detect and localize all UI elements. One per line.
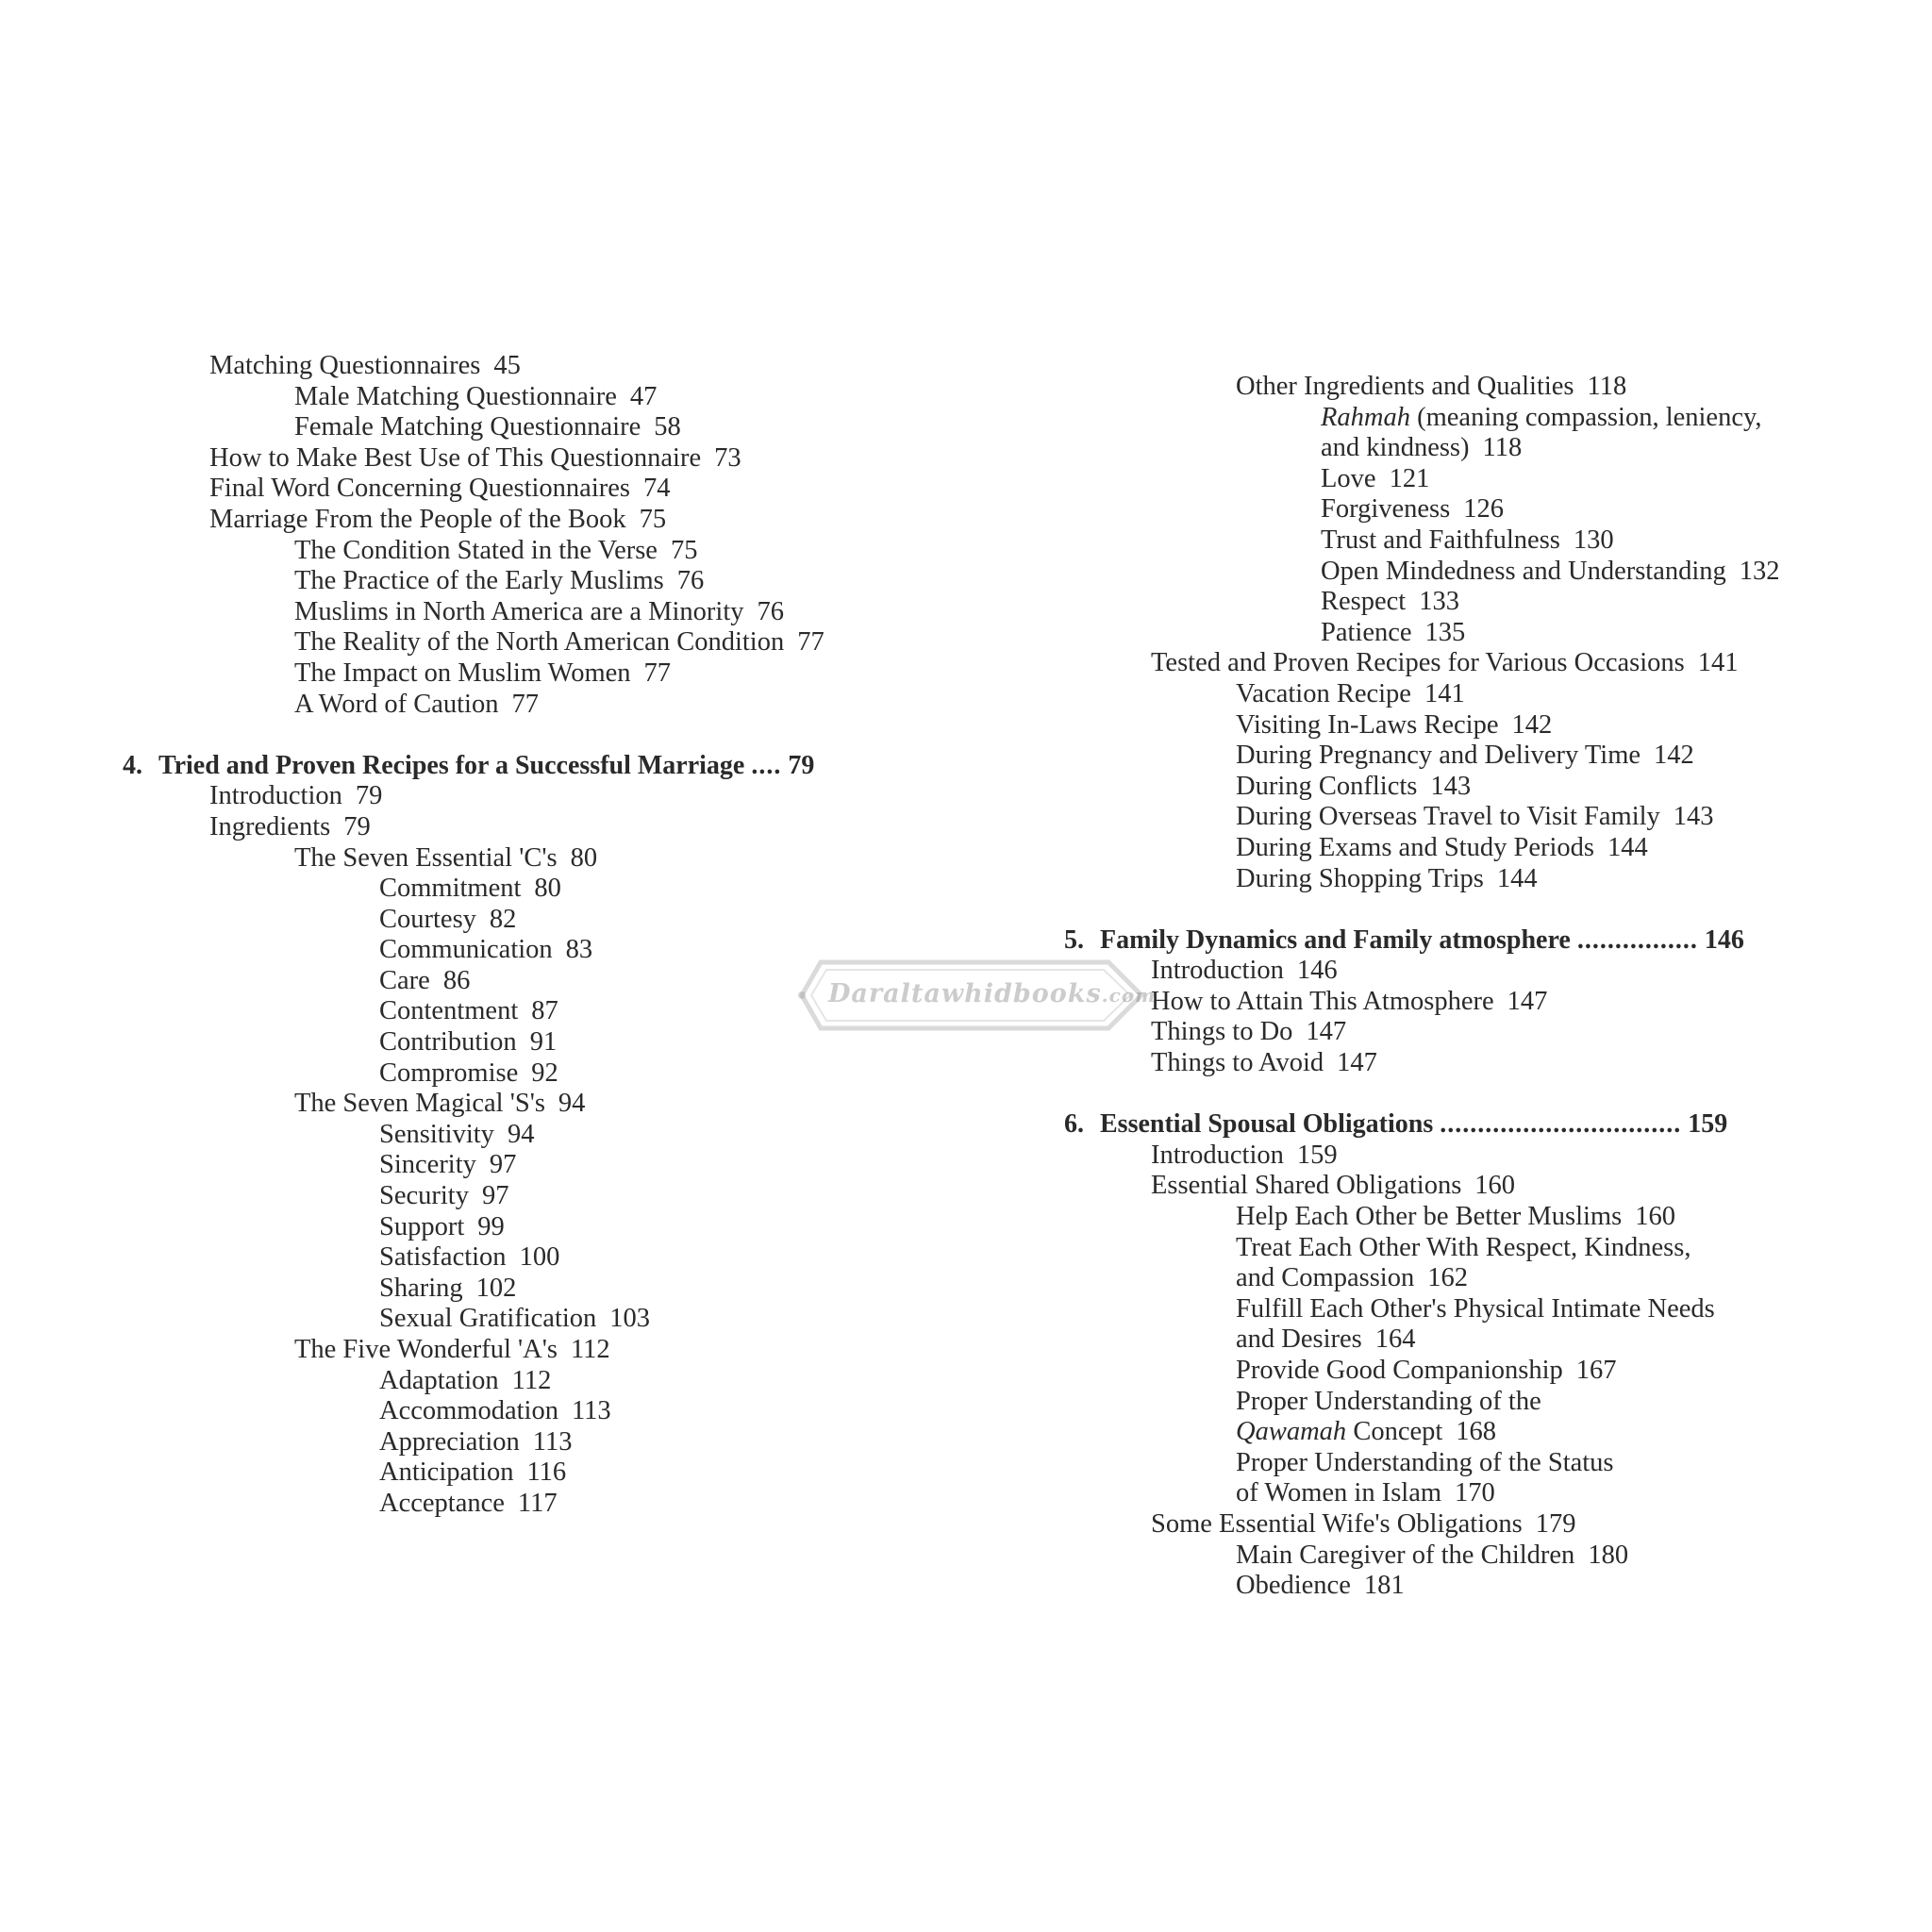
toc-page-number: 103 (609, 1304, 651, 1334)
toc-page-number: 164 (1374, 1324, 1416, 1355)
toc-page-number: 76 (676, 566, 705, 596)
chapter-number: 4. (123, 750, 142, 780)
toc-entry-italic: Qawamah (1236, 1417, 1347, 1447)
toc-entry (123, 536, 915, 567)
toc-right-column (1064, 372, 1894, 1602)
toc-page-number: 79 (343, 811, 371, 841)
toc-entry (123, 627, 915, 658)
toc-entry-title: Male Matching Questionnaire (294, 381, 617, 411)
toc-page-number: 130 (1573, 525, 1614, 555)
toc-entry-title: Concept (1346, 1417, 1443, 1447)
toc-page-number: 143 (1430, 771, 1472, 801)
toc-page-number: 47 (629, 381, 658, 411)
toc-entry (1064, 1294, 1894, 1325)
toc-entry (123, 474, 915, 505)
toc-entry (1064, 1356, 1894, 1387)
toc-entry (1064, 772, 1894, 803)
toc-chapter-entry (123, 751, 915, 782)
toc-entry (1064, 618, 1894, 649)
toc-page-number: 160 (1474, 1171, 1516, 1201)
toc-entry-title: The Impact on Muslim Women (294, 658, 631, 688)
toc-entry (1064, 1417, 1894, 1448)
toc-page-number: 146 (1704, 924, 1744, 955)
toc-entry-title: Essential Spousal Obligations (1100, 1109, 1434, 1140)
toc-page-number: 159 (1688, 1109, 1728, 1140)
toc-page-number: 144 (1496, 863, 1538, 893)
toc-entry-title: and kindness) (1321, 433, 1470, 463)
watermark-text: Daraltawhidbooks.com (828, 979, 1157, 1008)
toc-entry-title: Vacation Recipe (1236, 678, 1411, 708)
toc-page-number: 141 (1424, 678, 1465, 708)
toc-entry (1064, 372, 1894, 403)
toc-entry-title: Muslims in North America are a Minority (294, 596, 744, 626)
toc-entry-title: and Compassion (1236, 1263, 1415, 1293)
chapter-number: 5. (1064, 924, 1084, 955)
toc-page-number: 100 (519, 1242, 560, 1273)
chapter-number: 6. (1064, 1109, 1084, 1140)
toc-entry (1064, 1387, 1894, 1418)
toc-entry-title: During Pregnancy and Delivery Time (1236, 741, 1641, 771)
toc-entry (1064, 864, 1894, 895)
toc-entry-title: Sincerity (379, 1150, 476, 1180)
toc-page-number: 99 (477, 1211, 505, 1241)
toc-entry-title: Contentment (379, 996, 519, 1026)
toc-page-number: 162 (1427, 1263, 1468, 1293)
toc-entry-title: Visiting In-Laws Recipe (1236, 709, 1499, 740)
toc-page-number: 132 (1739, 556, 1780, 586)
toc-entry-title: Contribution (379, 1027, 517, 1058)
toc-entry-title: Accommodation (379, 1396, 558, 1426)
toc-page-number: 181 (1363, 1571, 1405, 1601)
toc-entry-title: Help Each Other be Better Muslims (1236, 1202, 1623, 1232)
toc-page-number: 147 (1306, 1017, 1347, 1047)
toc-entry-title: How to Attain This Atmosphere (1151, 986, 1494, 1016)
toc-entry (123, 905, 915, 936)
toc-entry (1064, 494, 1894, 525)
toc-entry-title: Obedience (1236, 1571, 1351, 1601)
toc-entry (123, 1089, 915, 1120)
toc-entry-title: Final Word Concerning Questionnaires (209, 474, 630, 504)
toc-entry-title: Introduction (1151, 1140, 1284, 1170)
toc-entry-title: The Condition Stated in the Verse (294, 535, 658, 565)
toc-page-number: 180 (1588, 1540, 1629, 1570)
toc-entry-title: Open Mindedness and Understanding (1321, 556, 1726, 586)
toc-page-number: 168 (1456, 1417, 1497, 1447)
toc-spacer (1064, 894, 1894, 925)
toc-entry (123, 1120, 915, 1151)
toc-chapter-entry (1064, 1109, 1894, 1141)
toc-entry-title: Female Matching Questionnaire (294, 412, 641, 442)
toc-entry-title: Tried and Proven Recipes for a Successful Marriage (158, 750, 745, 780)
toc-entry (1064, 1017, 1894, 1048)
toc-page-number: 133 (1419, 587, 1459, 617)
toc-entry (1064, 1141, 1894, 1172)
toc-entry-title: Sensitivity (379, 1119, 494, 1149)
toc-entry-title: Proper Understanding of the (1236, 1386, 1541, 1416)
toc-entry-title: The Seven Magical 'S's (294, 1089, 545, 1119)
toc-page-number: 75 (670, 535, 698, 565)
toc-entry-title: Fulfill Each Other's Physical Intimate Needs (1236, 1293, 1715, 1324)
toc-page-number: 117 (517, 1488, 558, 1518)
toc-entry-title: A Word of Caution (294, 689, 499, 719)
toc-entry (1064, 1263, 1894, 1294)
toc-entry (123, 382, 915, 413)
toc-entry (123, 1304, 915, 1335)
toc-page-number: 86 (442, 965, 471, 995)
toc-entry (1064, 587, 1894, 618)
toc-entry (123, 1489, 915, 1520)
toc-page-number: 77 (797, 627, 824, 658)
toc-entry-title: During Shopping Trips (1236, 863, 1484, 893)
toc-page-number: 121 (1389, 463, 1430, 493)
toc-entry-title: of Women in Islam (1236, 1478, 1442, 1508)
toc-page-number: 97 (489, 1150, 517, 1180)
toc-entry-title: Compromise (379, 1058, 519, 1088)
toc-entry-title: Forgiveness (1321, 494, 1451, 525)
toc-entry-title: Ingredients (209, 811, 331, 841)
toc-entry (123, 1366, 915, 1397)
toc-leader-dots: .... (751, 750, 782, 780)
toc-page-number: 141 (1697, 648, 1739, 678)
toc-page-number: 79 (355, 781, 383, 811)
toc-entry (123, 843, 915, 874)
toc-entry-title: Love (1321, 463, 1376, 493)
toc-entry-title: During Conflicts (1236, 771, 1418, 801)
toc-page-number: 91 (529, 1027, 558, 1058)
toc-page-number: 147 (1507, 986, 1548, 1016)
toc-entry (1064, 956, 1894, 987)
toc-entry (1064, 1233, 1894, 1264)
toc-entry (1064, 433, 1894, 464)
toc-entry-title: Introduction (209, 781, 342, 811)
toc-page-number: 113 (532, 1426, 573, 1457)
toc-page-number: 80 (534, 874, 561, 904)
toc-entry (1064, 833, 1894, 864)
toc-spacer (1064, 1079, 1894, 1110)
toc-page-number: 58 (654, 412, 681, 442)
toc-entry-title: Support (379, 1211, 465, 1241)
toc-entry (123, 690, 915, 721)
toc-spacer (123, 720, 915, 751)
toc-entry-title: Satisfaction (379, 1242, 507, 1273)
toc-entry (1064, 1171, 1894, 1202)
toc-entry-title: Things to Avoid (1151, 1048, 1324, 1078)
toc-entry (1064, 557, 1894, 588)
toc-entry-title: Security (379, 1181, 469, 1211)
toc-entry-title: Communication (379, 935, 553, 965)
toc-page-number: 74 (642, 474, 671, 504)
toc-entry-title: The Practice of the Early Muslims (294, 566, 664, 596)
toc-page-number: 77 (511, 689, 539, 719)
toc-entry-title: Family Dynamics and Family atmosphere (1100, 924, 1571, 955)
toc-page-number: 142 (1511, 709, 1553, 740)
toc-entry-title: Matching Questionnaires (209, 351, 481, 380)
toc-entry-title: Introduction (1151, 956, 1284, 986)
toc-page-number: 144 (1607, 832, 1648, 862)
toc-entry-italic: Rahmah (1321, 402, 1410, 432)
toc-entry-title: Care (379, 965, 430, 995)
toc-entry-title: Things to Do (1151, 1017, 1293, 1047)
toc-entry-title: Respect (1321, 587, 1407, 617)
toc-entry (1064, 710, 1894, 741)
toc-entry-title: Acceptance (379, 1488, 505, 1518)
toc-entry-title: The Seven Essential 'C's (294, 842, 558, 873)
toc-entry-title: Marriage From the People of the Book (209, 504, 626, 534)
toc-page-number: 159 (1296, 1140, 1338, 1170)
toc-leader-dots: ................ (1576, 924, 1698, 955)
toc-page-number: 102 (475, 1273, 517, 1303)
toc-page-number: 97 (481, 1181, 509, 1211)
toc-page-number: 118 (1587, 372, 1627, 401)
toc-entry (1064, 1202, 1894, 1233)
toc-entry (123, 443, 915, 475)
toc-left-column (123, 351, 915, 1520)
toc-page-number: 112 (511, 1365, 552, 1395)
toc-entry (123, 1242, 915, 1274)
toc-entry (123, 1396, 915, 1427)
toc-entry-title: The Reality of the North American Condition (294, 627, 785, 658)
toc-leader-dots: ................................ (1440, 1109, 1682, 1140)
toc-entry-title: Sharing (379, 1273, 463, 1303)
toc-page-number: 142 (1654, 741, 1694, 771)
toc-page-number: 94 (558, 1089, 586, 1119)
toc-page-number: 77 (643, 658, 672, 688)
toc-page-number: 112 (570, 1335, 610, 1364)
toc-entry (1064, 648, 1894, 679)
toc-page-number: 79 (788, 750, 815, 780)
toc-entry-title: Other Ingredients and Qualities (1236, 372, 1574, 401)
toc-entry-title: Appreciation (379, 1426, 520, 1457)
toc-page-number: 92 (531, 1058, 558, 1088)
toc-entry (1064, 1478, 1894, 1509)
toc-page-number: 147 (1337, 1048, 1377, 1078)
toc-entry-title: Proper Understanding of the Status (1236, 1447, 1614, 1477)
toc-entry-title: The Five Wonderful 'A's (294, 1335, 558, 1364)
toc-entry (123, 874, 915, 905)
toc-entry (123, 412, 915, 443)
toc-entry (123, 1457, 915, 1489)
toc-entry-title: Patience (1321, 617, 1412, 647)
toc-page-number: 143 (1673, 802, 1714, 832)
toc-page-number: 45 (493, 351, 521, 380)
toc-page-number: 83 (565, 935, 593, 965)
toc-entry-title: Sexual Gratification (379, 1304, 597, 1334)
toc-page-number: 116 (526, 1457, 567, 1488)
toc-page-number: 87 (531, 996, 558, 1026)
toc-page-number: 160 (1635, 1202, 1675, 1232)
toc-page-number: 82 (489, 904, 517, 934)
toc-entry (123, 1427, 915, 1458)
toc-entry (1064, 403, 1894, 434)
toc-entry (1064, 1048, 1894, 1079)
toc-page-number: 113 (571, 1396, 611, 1426)
watermark-logo (783, 953, 1160, 1038)
toc-page-number: 80 (570, 842, 598, 873)
toc-entry (1064, 1571, 1894, 1602)
toc-entry (123, 1150, 915, 1181)
toc-entry-title: During Overseas Travel to Visit Family (1236, 802, 1660, 832)
toc-entry-title: Courtesy (379, 904, 476, 934)
toc-entry (1064, 1448, 1894, 1479)
toc-entry-title: Treat Each Other With Respect, Kindness, (1236, 1232, 1691, 1262)
toc-entry (1064, 464, 1894, 495)
toc-entry-title: and Desires (1236, 1324, 1362, 1355)
toc-entry (123, 566, 915, 597)
toc-entry-title: During Exams and Study Periods (1236, 832, 1594, 862)
toc-entry (1064, 679, 1894, 710)
toc-entry (1064, 741, 1894, 772)
toc-page-number: 94 (507, 1119, 535, 1149)
toc-entry-title: Tested and Proven Recipes for Various Occasions (1151, 648, 1685, 678)
toc-entry (123, 1212, 915, 1243)
toc-entry-title: Provide Good Companionship (1236, 1356, 1563, 1385)
toc-page-number: 167 (1575, 1356, 1617, 1385)
toc-entry (123, 351, 915, 382)
toc-entry (123, 1335, 915, 1366)
toc-page-number: 73 (714, 442, 741, 473)
toc-entry-title: Anticipation (379, 1457, 514, 1488)
toc-page-number: 118 (1482, 433, 1523, 463)
toc-page-number: 179 (1535, 1508, 1576, 1539)
toc-entry-title: Essential Shared Obligations (1151, 1171, 1462, 1201)
toc-entry (123, 812, 915, 843)
toc-entry (1064, 1509, 1894, 1541)
toc-entry-title: How to Make Best Use of This Questionnaire (209, 442, 702, 473)
toc-entry-title: Main Caregiver of the Children (1236, 1540, 1575, 1570)
toc-entry (123, 597, 915, 628)
toc-entry (1064, 1541, 1894, 1572)
toc-entry (1064, 1324, 1894, 1356)
toc-entry-title: (meaning compassion, leniency, (1410, 402, 1762, 432)
toc-entry (123, 781, 915, 812)
toc-entry (123, 505, 915, 536)
toc-entry (123, 1274, 915, 1305)
toc-entry (123, 658, 915, 690)
toc-entry (123, 1058, 915, 1090)
toc-entry-title: Trust and Faithfulness (1321, 525, 1560, 555)
toc-entry (123, 1181, 915, 1212)
toc-entry-title: Some Essential Wife's Obligations (1151, 1508, 1523, 1539)
toc-page-number: 146 (1296, 956, 1338, 986)
toc-page-number: 126 (1463, 494, 1504, 525)
toc-page-number: 76 (757, 596, 784, 626)
toc-chapter-entry (1064, 925, 1894, 957)
toc-entry (1064, 525, 1894, 557)
toc-entry-title: Commitment (379, 874, 522, 904)
toc-entry (1064, 987, 1894, 1018)
toc-entry (1064, 802, 1894, 833)
toc-page-number: 135 (1424, 617, 1466, 647)
toc-entry-title: Adaptation (379, 1365, 499, 1395)
toc-page-number: 75 (639, 504, 667, 534)
toc-page-number: 170 (1455, 1478, 1495, 1508)
